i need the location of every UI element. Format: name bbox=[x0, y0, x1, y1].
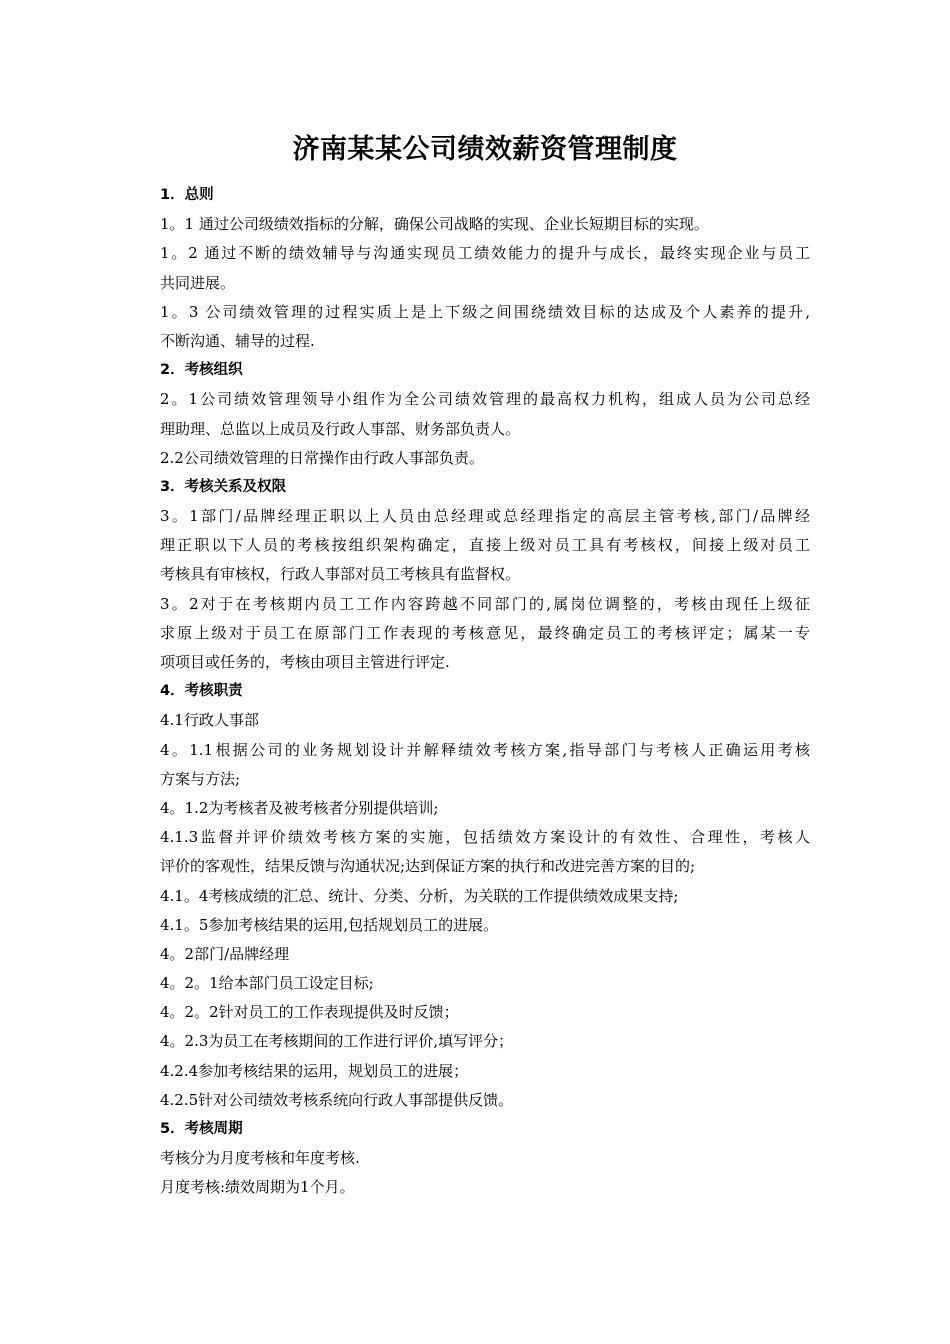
paragraph-line: 4。2。1给本部门员工设定目标; bbox=[160, 974, 374, 993]
section-heading: 3．考核关系及权限 bbox=[160, 478, 287, 495]
paragraph-line: 理助理、总监以上成员及行政人事部、财务部负责人。 bbox=[160, 419, 521, 438]
paragraph-line: 2。1公司绩效管理领导小组作为全公司绩效管理的最高权力机构，组成人员为公司总经 bbox=[160, 390, 810, 409]
paragraph-line: 求原上级对于员工在原部门工作表现的考核意见，最终确定员工的考核评定；属某一专 bbox=[160, 623, 810, 642]
paragraph-line: 4。2.3为员工在考核期间的工作进行评价,填写评分； bbox=[160, 1032, 514, 1051]
paragraph-line: 考核分为月度考核和年度考核. bbox=[160, 1149, 360, 1168]
paragraph-line: 1。1 通过公司级绩效指标的分解，确保公司战略的实现、企业长短期目标的实现。 bbox=[160, 215, 709, 234]
paragraph-line: 4.1.3监督并评价绩效考核方案的实施，包括绩效方案设计的有效性、合理性，考核人 bbox=[160, 828, 810, 847]
document-title: 济南某某公司绩效薪资管理制度 bbox=[292, 134, 678, 165]
paragraph-line: 4.1行政人事部 bbox=[160, 711, 259, 730]
paragraph-line: 方案与方法; bbox=[160, 769, 241, 788]
paragraph-line: 理正职以下人员的考核按组织架构确定，直接上级对员工具有考核权，间接上级对员工 bbox=[160, 536, 810, 555]
paragraph-line: 考核具有审核权，行政人事部对员工考核具有监督权。 bbox=[160, 565, 521, 584]
paragraph-line: 不断沟通、辅导的过程. bbox=[160, 331, 315, 350]
paragraph-line: 评价的客观性，结果反馈与沟通状况;达到保证方案的执行和改进完善方案的目的; bbox=[160, 857, 696, 876]
paragraph-line: 4。1.1根据公司的业务规划设计并解释绩效考核方案,指导部门与考核人正确运用考核 bbox=[160, 740, 810, 759]
paragraph-line: 共同进展。 bbox=[160, 273, 236, 292]
paragraph-line: 4。2。2针对员工的工作表现提供及时反馈； bbox=[160, 1003, 459, 1022]
paragraph-line: 1。3 公司绩效管理的过程实质上是上下级之间围绕绩效目标的达成及个人素养的提升, bbox=[160, 302, 810, 321]
paragraph-line: 3。1部门/品牌经理正职以上人员由总经理或总经理指定的高层主管考核,部门/品牌经 bbox=[160, 507, 810, 526]
paragraph-line: 月度考核:绩效周期为1个月。 bbox=[160, 1178, 355, 1197]
section-heading: 2．考核组织 bbox=[160, 362, 243, 379]
paragraph-line: 1。2 通过不断的绩效辅导与沟通实现员工绩效能力的提升与成长，最终实现企业与员工 bbox=[160, 244, 810, 263]
paragraph-line: 4.1。5参加考核结果的运用,包括规划员工的进展。 bbox=[160, 915, 499, 934]
section-heading: 4．考核职责 bbox=[160, 683, 243, 700]
paragraph-line: 4.2.4参加考核结果的运用，规划员工的进展； bbox=[160, 1061, 469, 1080]
paragraph-line: 3。2对于在考核期内员工工作内容跨越不同部门的,属岗位调整的，考核由现任上级征 bbox=[160, 594, 810, 613]
paragraph-line: 4。1.2为考核者及被考核者分别提供培训; bbox=[160, 798, 439, 817]
section-heading: 5．考核周期 bbox=[160, 1121, 243, 1137]
paragraph-line: 4.2.5针对公司绩效考核系统向行政人事部提供反馈。 bbox=[160, 1090, 514, 1109]
paragraph-line: 4。2部门/品牌经理 bbox=[160, 944, 290, 963]
paragraph-line: 项项目或任务的，考核由项目主管进行评定. bbox=[160, 653, 450, 671]
paragraph-line: 2.2公司绩效管理的日常操作由行政人事部负责。 bbox=[160, 448, 484, 467]
section-heading: 1．总则 bbox=[160, 187, 214, 203]
document-body bbox=[160, 181, 810, 1203]
paragraph-line: 4.1。4考核成绩的汇总、统计、分类、分析，为关联的工作提供绩效成果支持; bbox=[160, 886, 679, 905]
